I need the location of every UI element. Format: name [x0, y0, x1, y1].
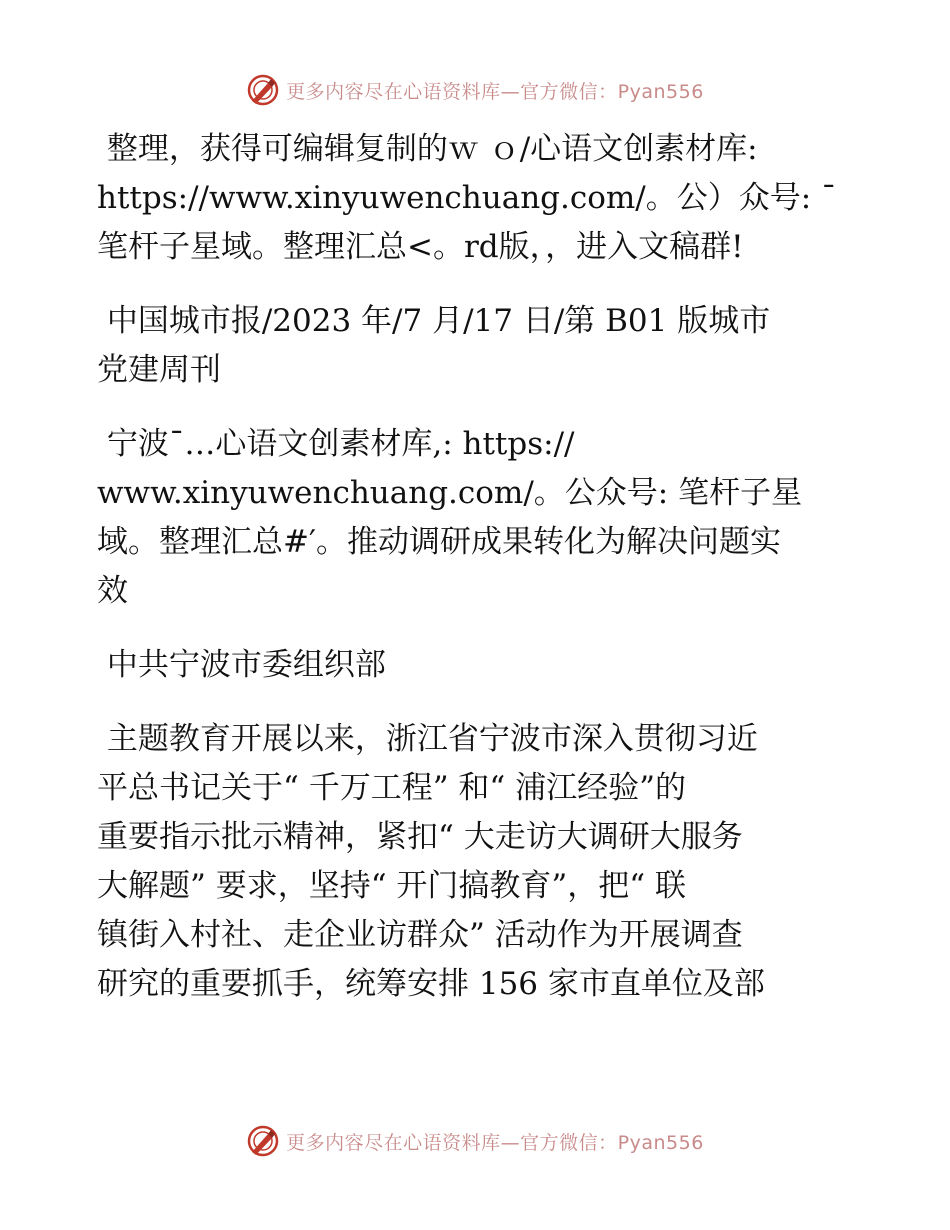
header-watermark-banner	[0, 70, 950, 110]
document-body	[97, 125, 857, 1009]
text-line: 重要指示批示精神，紧扣“ 大走访大调研大服务	[97, 819, 743, 855]
text-line: 研究的重要抓手，统筹安排 156 家市直单位及部	[97, 966, 765, 1002]
text-line: 党建周刊	[97, 352, 221, 388]
text-line: www.xinyuwenchuang.com/。公众号: 笔杆子星	[97, 475, 803, 511]
text-line: 镇街入村社、走企业访群众” 活动作为开展调查	[97, 917, 743, 953]
footer-watermark-text: 更多内容尽在心语资料库—官方微信：Pyan556	[286, 1131, 704, 1154]
paragraph-2	[97, 297, 857, 395]
text-line: 中共宁波市委组织部	[97, 647, 386, 683]
footer-watermark-banner	[0, 1121, 950, 1161]
text-line: 中国城市报/2023 年/7 月/17 日/第 B01 版城市	[97, 303, 771, 339]
paragraph-3	[97, 420, 857, 616]
text-line: 整理，获得可编辑复制的ｗ ｏ/心语文创素材库:	[97, 131, 758, 167]
text-line: 主题教育开展以来，浙江省宁波市深入贯彻习近	[97, 721, 758, 757]
text-line: 笔杆子星域。整理汇总<。rd版，，进入文稿群!	[97, 229, 744, 265]
header-watermark-text: 更多内容尽在心语资料库—官方微信：Pyan556	[286, 80, 704, 103]
paragraph-4	[97, 641, 857, 690]
text-line: 域。整理汇总#′。推动调研成果转化为解决问题实	[97, 524, 782, 560]
text-line: https://www.xinyuwenchuang.com/。公）众号: ¯	[97, 180, 837, 216]
text-line: 大解题” 要求，坚持“ 开门搞教育”，把“ 联	[97, 868, 686, 904]
pen-logo-icon	[246, 1124, 280, 1158]
text-line: 平总书记关于“ 千万工程” 和“ 浦江经验”的	[97, 770, 686, 806]
text-line: 宁波¯…心语文创素材库,: https://	[97, 426, 575, 462]
pen-logo-icon	[246, 73, 280, 107]
paragraph-1	[97, 125, 857, 272]
text-line: 效	[97, 573, 128, 609]
paragraph-5	[97, 715, 857, 1009]
